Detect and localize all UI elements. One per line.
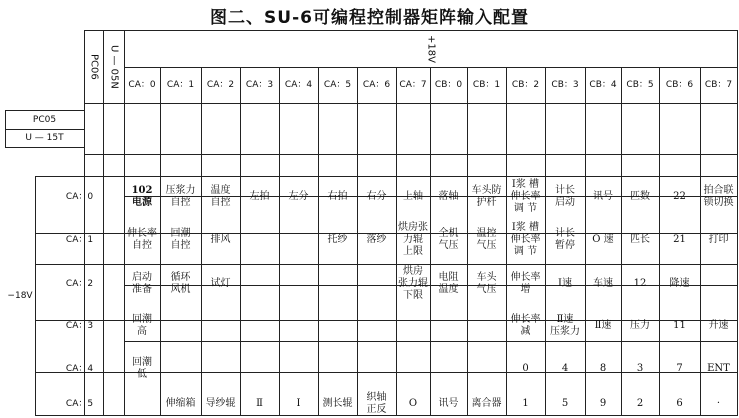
matrix-cell: Ⅱ速: [594, 320, 612, 331]
matrix-cell: 上轴: [403, 191, 423, 202]
matrix-cell: Ⅱ: [256, 398, 263, 409]
matrix-cell: 9: [599, 398, 607, 409]
matrix-cell: 回潮 低: [132, 356, 152, 380]
matrix-cell: 右拍: [327, 191, 348, 202]
column-header: CB：4: [589, 80, 617, 90]
matrix-cell: 车头 气压: [476, 271, 497, 295]
row-label: CA：1: [65, 235, 94, 245]
matrix-cell: 导纱辊: [205, 398, 236, 409]
matrix-cell: 回潮 自控: [170, 228, 191, 251]
matrix-cell: [430, 305, 467, 347]
column-header: CB：5: [626, 80, 654, 90]
matrix-cell: O 速: [592, 234, 614, 245]
matrix-cell: 伸长率 减: [510, 314, 541, 337]
matrix-cell: 全机 气压: [438, 228, 459, 251]
column-header: CB：3: [551, 80, 579, 90]
matrix-cell: 2: [636, 398, 644, 409]
matrix-cell: 计长 启动: [555, 185, 575, 208]
matrix-cell: 5: [561, 398, 569, 409]
matrix-cell: Ⅰ浆 槽 伸长率 调 节: [510, 179, 541, 214]
column-header: CB：1: [472, 80, 501, 90]
matrix-cell: ENT: [707, 362, 730, 374]
matrix-cell: 车速: [593, 277, 613, 289]
matrix-cell: 3: [636, 362, 644, 374]
matrix-cell: 102 电源: [131, 185, 153, 208]
matrix-cell: [160, 347, 201, 390]
matrix-cell: [279, 305, 318, 347]
matrix-cell: 左分: [288, 191, 309, 202]
matrix-cell: [279, 262, 318, 305]
matrix-cell: [430, 347, 467, 390]
matrix-cell: 讯号: [593, 191, 613, 202]
matrix-cell: 车头防 护杆: [471, 185, 502, 208]
row-label: CA：3: [65, 321, 94, 331]
matrix-cell: [700, 262, 737, 305]
matrix-cell: 托纱: [327, 234, 348, 245]
matrix-cell: [357, 347, 396, 390]
left-u-label: U — 15T: [25, 133, 64, 143]
column-header: CB：0: [434, 80, 463, 90]
matrix-cell: 4: [561, 362, 569, 374]
column-header: CA：7: [399, 80, 427, 90]
matrix-cell: 降速: [669, 277, 690, 289]
grid-line-col: [737, 30, 738, 416]
matrix-cell: [318, 305, 357, 347]
matrix-cell: 6: [676, 398, 683, 409]
matrix-cell: ·: [716, 398, 721, 409]
matrix-cell: [467, 305, 506, 347]
column-header: CB：7: [704, 80, 733, 90]
matrix-cell: [357, 262, 396, 305]
column-header: CA：0: [128, 80, 156, 90]
matrix-cell: 排风: [210, 234, 231, 245]
page-title: 图二、SU-6可编程控制器矩阵输入配置: [210, 8, 529, 28]
matrix-cell: 拍合联 锁切换: [703, 185, 734, 208]
matrix-cell: 打印: [708, 234, 729, 245]
matrix-cell: 0: [522, 362, 529, 374]
row-label: CA：2: [65, 278, 94, 289]
column-header: CB：6: [665, 80, 694, 90]
matrix-cell: 7: [676, 362, 683, 374]
matrix-cell: [240, 218, 279, 262]
matrix-cell: [318, 262, 357, 305]
left-minus-label: −18V: [7, 290, 33, 301]
column-header: CA：6: [362, 80, 391, 90]
left-pc-label: PC05: [32, 114, 57, 125]
matrix-cell: 循环 风机: [170, 271, 191, 295]
matrix-cell: 11: [673, 320, 686, 331]
matrix-cell: 匹数: [630, 191, 650, 202]
matrix-cell: 右分: [366, 191, 387, 202]
matrix-cell: Ⅱ速 压浆力: [550, 314, 580, 337]
top-u-label: U — 05N: [108, 44, 120, 89]
column-header: CA：4: [284, 80, 313, 90]
matrix-cell: 落轴: [438, 191, 459, 202]
matrix-cell: [396, 305, 430, 347]
row-label: CA：4: [65, 363, 94, 374]
matrix-cell: [240, 305, 279, 347]
matrix-cell: [467, 347, 506, 390]
matrix-cell: 离合器: [471, 398, 502, 409]
column-header: CA：3: [245, 80, 274, 90]
matrix-cell: [396, 347, 430, 390]
matrix-cell: [279, 218, 318, 262]
row-label: CA：0: [65, 192, 94, 202]
row-label: CA：5: [65, 399, 94, 409]
matrix-cell: [201, 347, 240, 390]
matrix-cell: Ⅰ: [296, 398, 301, 409]
matrix-cell: 织轴 正反: [366, 392, 387, 415]
matrix-cell: 计长 暂停: [555, 228, 575, 251]
top-plus-label: +18V: [425, 34, 437, 63]
matrix-cell: Ⅰ速: [558, 277, 572, 289]
matrix-cell: 1: [522, 398, 529, 409]
matrix-cell: 试灯: [210, 277, 231, 289]
matrix-cell: [318, 347, 357, 390]
matrix-cell: 12: [633, 277, 647, 289]
matrix-cell: 回潮 高: [132, 314, 152, 337]
grid-line-left-bottom: [5, 147, 84, 148]
matrix-cell: [240, 262, 279, 305]
column-header: CB：2: [511, 80, 540, 90]
matrix-cell: [201, 305, 240, 347]
matrix-cell: 匹长: [630, 234, 650, 245]
matrix-cell: 温度 自控: [210, 185, 231, 208]
matrix-cell: 压浆力 自控: [165, 185, 196, 208]
matrix-cell: 压力: [630, 320, 650, 331]
column-header: CA：5: [323, 80, 352, 90]
matrix-cell: 21: [673, 234, 686, 245]
matrix-cell: [279, 347, 318, 390]
matrix-cell: 温控 气压: [476, 228, 497, 251]
matrix-cell: [160, 305, 201, 347]
column-header: CA：2: [206, 80, 235, 90]
matrix-cell: [357, 305, 396, 347]
matrix-cell: 8: [599, 362, 607, 374]
matrix-cell: O: [408, 398, 418, 409]
column-header: CA：1: [166, 80, 195, 90]
grid-line-header-bottom: [84, 103, 738, 104]
top-pc-label: PC06: [88, 53, 100, 80]
matrix-cell: 22: [673, 191, 686, 202]
matrix-cell: [240, 347, 279, 390]
matrix-cell: 烘房 张力辊 下限: [398, 265, 428, 301]
matrix-cell: 左拍: [249, 191, 270, 202]
matrix-cell: [124, 390, 160, 418]
matrix-cell: 伸长率 增: [510, 271, 541, 295]
matrix-cell: 烘房张 力辊 上限: [398, 222, 428, 257]
grid-line-spacer: [84, 154, 738, 155]
matrix-cell: 伸长率 自控: [127, 228, 157, 251]
matrix-cell: 启动 准备: [132, 271, 152, 295]
matrix-cell: 落纱: [366, 234, 387, 245]
matrix-cell: 电阻 温度: [438, 271, 459, 295]
matrix-cell: 伸缩箱: [165, 398, 196, 409]
matrix-cell: Ⅰ浆 槽 伸长率 调 节: [510, 222, 541, 257]
matrix-cell: 测长辊: [322, 398, 353, 409]
matrix-cell: 升速: [708, 320, 729, 331]
matrix-cell: 讯号: [438, 398, 459, 409]
